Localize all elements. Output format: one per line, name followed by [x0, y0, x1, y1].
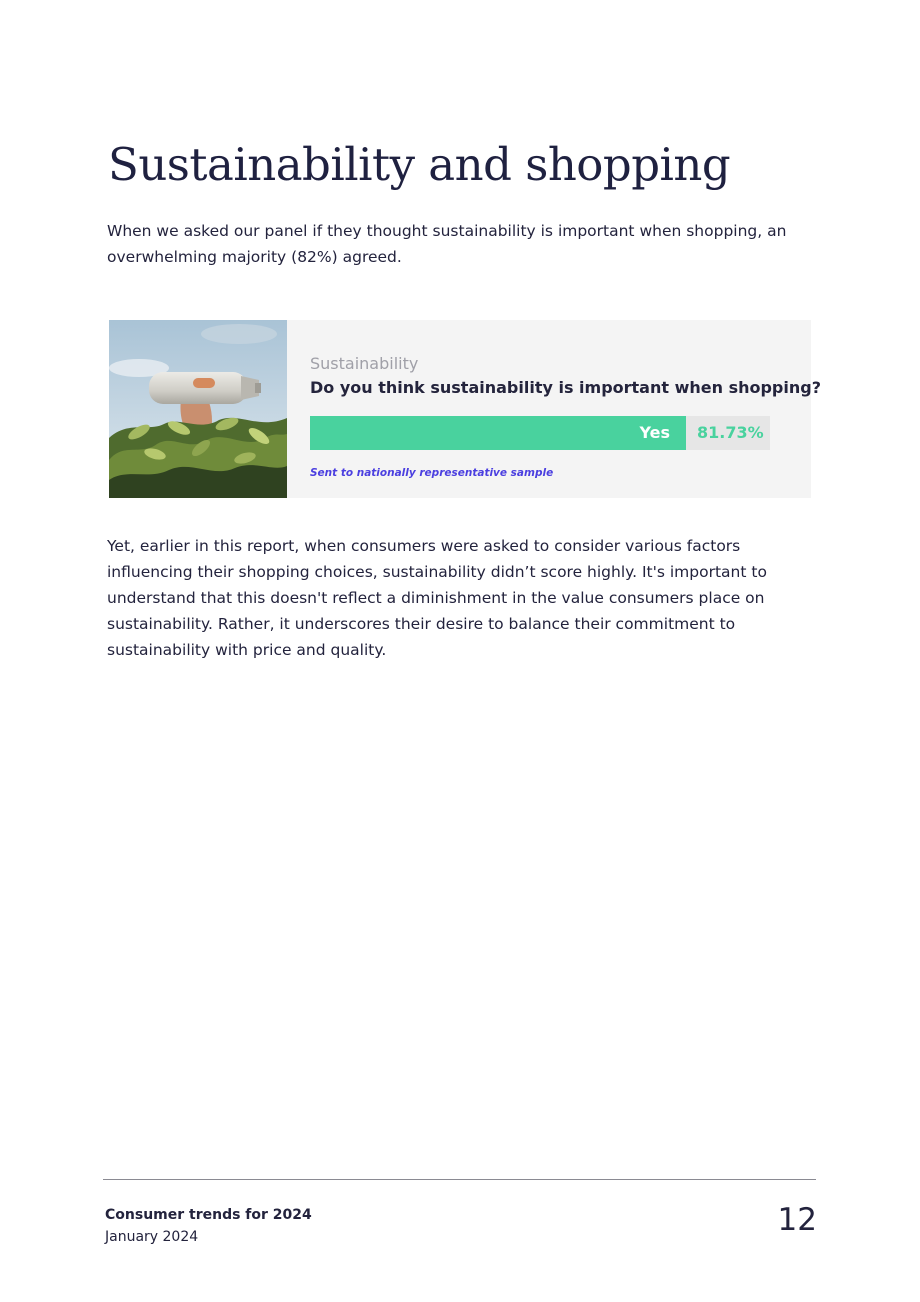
- poll-percent-label: 81.73%: [697, 423, 764, 442]
- poll-result-bar: [310, 416, 770, 450]
- poll-note: Sent to nationally representative sample: [310, 467, 554, 479]
- poll-card: [109, 320, 821, 498]
- poll-option-label: Yes: [639, 423, 670, 442]
- footer-date: January 2024: [105, 1229, 199, 1245]
- poll-result-fill: [310, 416, 686, 450]
- poll-question: Do you think sustainability is important when shopping?: [310, 378, 821, 397]
- poll-category: Sustainability: [310, 354, 419, 373]
- page-number: 12: [777, 1202, 817, 1238]
- page-title: Sustainability and shopping: [108, 138, 731, 191]
- bottle-photo: [109, 320, 287, 498]
- body-paragraph: Yet, earlier in this report, when consumers were asked to consider various factors influencing their shopping choices, sustainability didn’t score highly. It's important to understand that this doesn't reflect a diminishment in the value consumers place on sustainability. Rather, it underscores their desire to balance their commitment to sustainability with price and quality.: [107, 537, 767, 659]
- footer-report-title: Consumer trends for 2024: [105, 1207, 312, 1223]
- footer-divider: [103, 1179, 816, 1180]
- intro-paragraph: When we asked our panel if they thought sustainability is important when shopping, an overwhelming majority (82%) agreed.: [107, 222, 787, 266]
